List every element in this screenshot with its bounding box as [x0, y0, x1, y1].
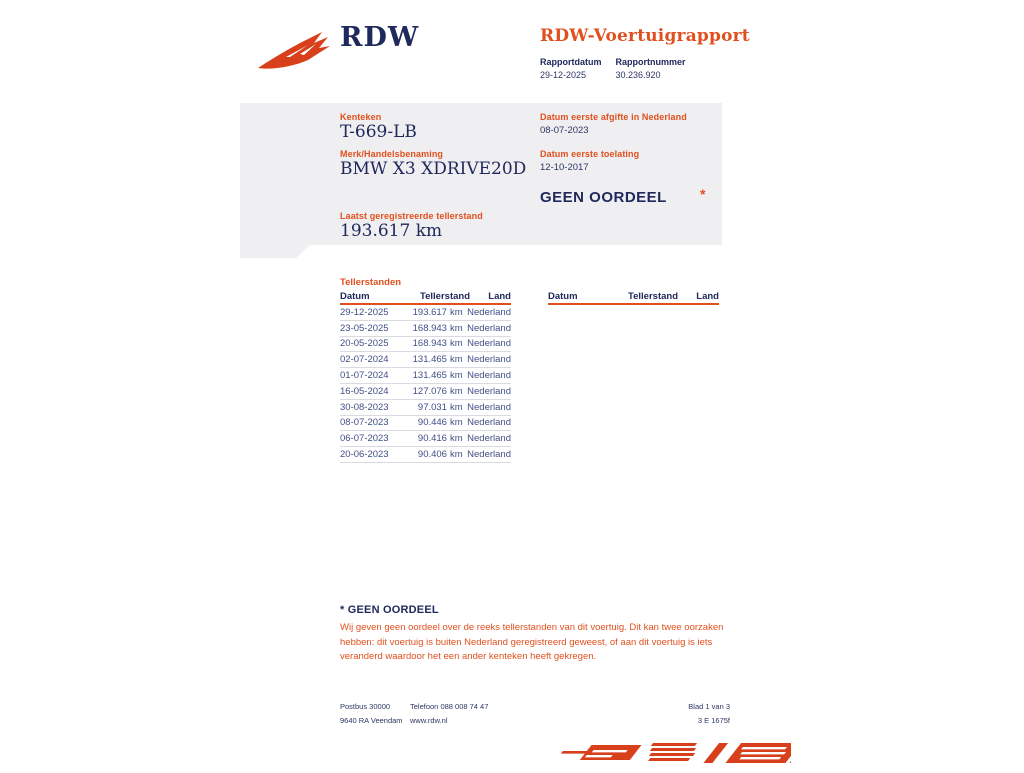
- cell-land: Nederland: [467, 385, 511, 397]
- cell-land: Nederland: [467, 401, 511, 413]
- col-tellerstand: Tellerstand: [628, 291, 678, 302]
- cell-datum: 06-07-2023: [340, 433, 389, 445]
- rdw-bird-icon: [256, 26, 334, 72]
- footnote-text: Wij geven geen oordeel over de reeks tellerstanden van dit voertuig. Dit kan twee oorzaken hebben: dit voertuig is buiten Nederland geregistreerd geweest, of aan dit voertuig is iets veranderd waardoor het een ander kenteken heeft gekregen.: [340, 622, 724, 662]
- cell-unit: km: [449, 385, 463, 397]
- merk-value: BMW X3 XDRIVE20D: [340, 159, 527, 179]
- toelating-value: 12-10-2017: [540, 162, 589, 173]
- cell-land: Nederland: [467, 338, 511, 350]
- footer-website-link[interactable]: www.rdw.nl: [410, 716, 448, 725]
- cell-land: Nederland: [467, 417, 511, 429]
- cell-tellerstand: 168.943: [412, 338, 447, 350]
- table-header: [340, 290, 511, 305]
- table-row: [340, 368, 511, 384]
- footer-contact: [410, 700, 488, 728]
- cell-tellerstand: 127.076: [412, 385, 447, 397]
- report-date-value: 29-12-2025: [540, 70, 587, 80]
- cell-land: Nederland: [467, 449, 511, 461]
- report-number-label: Rapportnummer: [615, 57, 686, 67]
- footer-postbus: Postbus 30000: [340, 702, 391, 711]
- table-header: [548, 290, 719, 305]
- cell-land: Nederland: [467, 322, 511, 334]
- table-row: [340, 416, 511, 432]
- col-tellerstand: Tellerstand: [420, 291, 470, 302]
- summary-box-tab: [240, 245, 310, 258]
- cell-tellerstand: 90.446: [417, 417, 447, 429]
- footer-form-code: 3 E 1675f: [697, 716, 730, 725]
- rdw-wordmark: RDW: [340, 22, 420, 53]
- cell-tellerstand: 97.031: [417, 401, 447, 413]
- cell-tellerstand: 90.406: [417, 449, 447, 461]
- footer-address: [340, 700, 403, 728]
- table-row: [340, 431, 511, 447]
- col-datum: Datum: [340, 291, 370, 302]
- col-land: Land: [696, 291, 719, 302]
- footer-page-number: Blad 1 van 3: [688, 702, 730, 711]
- footer-plaats: 9640 RA Veendam: [340, 716, 403, 725]
- cell-land: Nederland: [467, 354, 511, 366]
- cell-datum: 16-05-2024: [340, 385, 389, 397]
- cell-unit: km: [449, 338, 463, 350]
- tellerstand-label: Laatst geregistreerde tellerstand: [340, 211, 483, 221]
- cell-tellerstand: 90.416: [417, 433, 447, 445]
- footnote-asterisk: *: [340, 604, 345, 616]
- cell-datum: 30-08-2023: [340, 401, 389, 413]
- toelating-label: Datum eerste toelating: [540, 149, 640, 159]
- table-row: [340, 384, 511, 400]
- odometer-table-right: [548, 290, 719, 305]
- cell-unit: km: [449, 417, 463, 429]
- tellerstanden-heading: Tellerstanden: [340, 277, 402, 288]
- col-land: Land: [488, 291, 511, 302]
- page-title: RDW-Voertuigrapport: [540, 26, 750, 46]
- cell-land: Nederland: [467, 370, 511, 382]
- cell-tellerstand: 131.465: [412, 370, 447, 382]
- cell-tellerstand: 193.617: [412, 306, 447, 318]
- table-row: [340, 337, 511, 353]
- footnote-title: [340, 604, 439, 616]
- cell-tellerstand: 131.465: [412, 354, 447, 366]
- cell-unit: km: [449, 401, 463, 413]
- verdict-text: GEEN OORDEEL: [540, 189, 667, 206]
- afgifte-label: Datum eerste afgifte in Nederland: [540, 112, 687, 122]
- cell-unit: km: [449, 449, 463, 461]
- footer-page-info: [600, 700, 730, 728]
- rdw-stripes-graphic-icon: [545, 738, 791, 768]
- cell-unit: km: [449, 322, 463, 334]
- table-row: [340, 321, 511, 337]
- footer-phone: Telefoon 088 008 74 47: [410, 702, 489, 711]
- cell-datum: 02-07-2024: [340, 354, 389, 366]
- footnote-title-text: GEEN OORDEEL: [347, 604, 439, 616]
- cell-land: Nederland: [467, 433, 511, 445]
- table-row: [340, 305, 511, 321]
- cell-tellerstand: 168.943: [412, 322, 447, 334]
- verdict-asterisk: *: [700, 186, 706, 202]
- cell-datum: 29-12-2025: [340, 306, 389, 318]
- table-body: [340, 305, 511, 463]
- odometer-table-left: [340, 290, 511, 463]
- cell-unit: km: [449, 370, 463, 382]
- report-date-label: Rapportdatum: [540, 57, 602, 67]
- kenteken-value: T-669-LB: [340, 122, 417, 142]
- kenteken-label: Kenteken: [340, 112, 382, 122]
- cell-unit: km: [449, 433, 463, 445]
- cell-datum: 23-05-2025: [340, 322, 389, 334]
- table-row: [340, 447, 511, 463]
- col-datum: Datum: [548, 291, 578, 302]
- cell-datum: 08-07-2023: [340, 417, 389, 429]
- cell-datum: 20-06-2023: [340, 449, 389, 461]
- tellerstand-value: 193.617 km: [340, 221, 443, 241]
- report-meta: [540, 57, 686, 80]
- table-row: [340, 400, 511, 416]
- cell-unit: km: [449, 354, 463, 366]
- report-number-value: 30.236.920: [615, 70, 661, 80]
- table-row: [340, 352, 511, 368]
- cell-land: Nederland: [467, 306, 511, 318]
- cell-datum: 01-07-2024: [340, 370, 389, 382]
- cell-datum: 20-05-2025: [340, 338, 389, 350]
- afgifte-value: 08-07-2023: [540, 125, 589, 136]
- cell-unit: km: [449, 306, 463, 318]
- merk-label: Merk/Handelsbenaming: [340, 149, 444, 159]
